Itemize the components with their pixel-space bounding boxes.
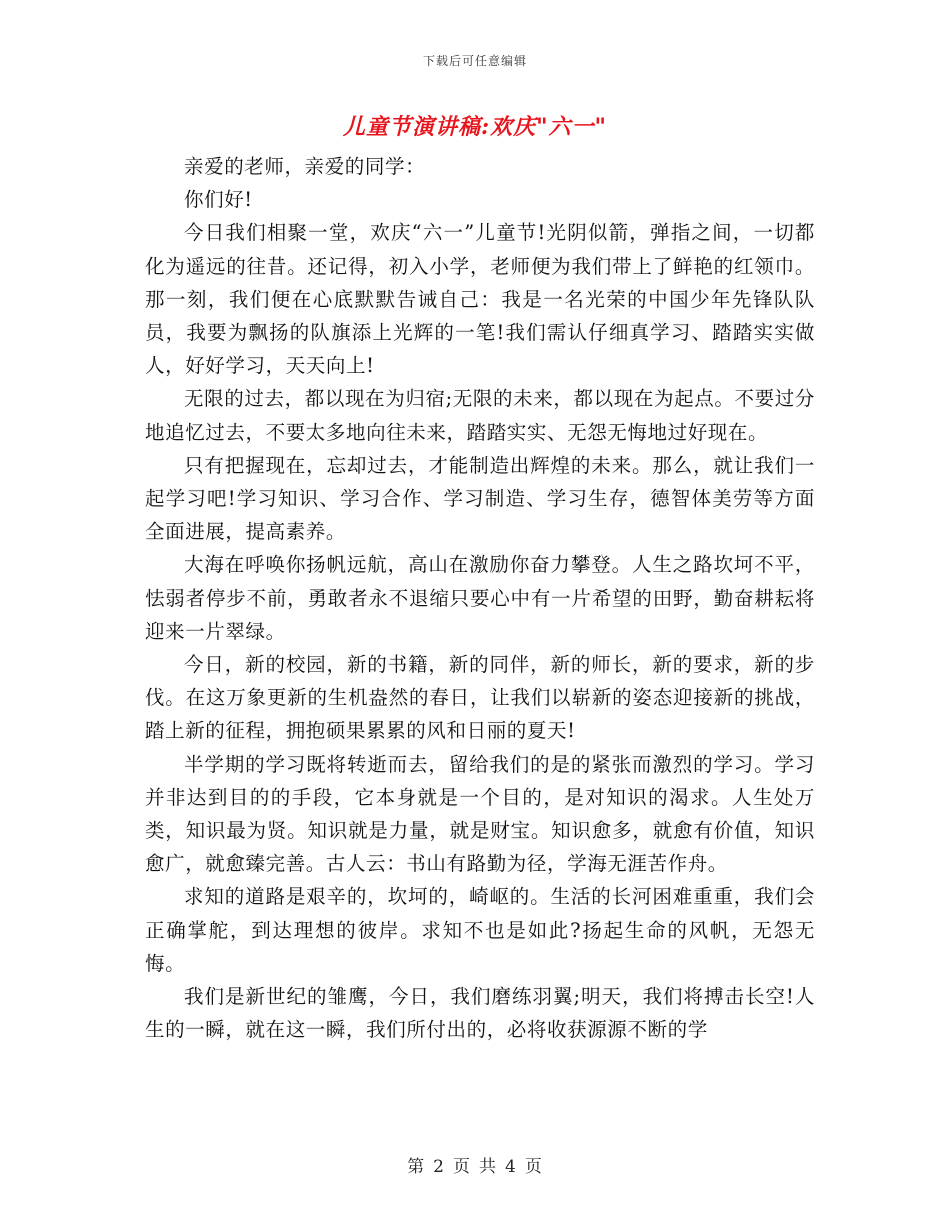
body-paragraph: 半学期的学习既将转逝而去，留给我们的是的紧张而激烈的学习。学习并非达到目的的手段，它本身就是一个目的，是对知识的渴求。人生处万类，知识最为贤。知识就是力量，就是财宝。知识愈多，就愈有价值，知识愈广，就愈臻完善。古人云：书山有路勤为径，学海无涯苦作舟。 [145, 752, 815, 876]
total-page-count: 4 [505, 1157, 517, 1177]
document-body [145, 150, 815, 1046]
body-paragraph: 我们是新世纪的雏鹰，今日，我们磨练羽翼;明天，我们将搏击长空!人生的一瞬，就在这一瞬，我们所付出的，必将收获源源不断的学 [145, 985, 815, 1042]
hello-paragraph: 你们好! [184, 188, 253, 212]
footer-total-word: 共 [479, 1157, 497, 1177]
body-paragraph: 求知的道路是艰辛的，坎坷的，崎岖的。生活的长河困难重重，我们会正确掌舵，到达理想的彼岸。求知不也是如此?扬起生命的风帆，无怨无悔。 [145, 885, 815, 975]
body-paragraph: 只有把握现在，忘却过去，才能制造出辉煌的未来。那么，就让我们一起学习吧!学习知识、学习合作、学习制造、学习生存，德智体美劳等方面全面进展，提高素养。 [145, 453, 815, 544]
footer-prefix: 第 [407, 1157, 426, 1177]
footer-suffix: 页 [524, 1157, 543, 1177]
body-paragraph: 今日，新的校园，新的书籍，新的同伴，新的师长，新的要求，新的步伐。在这万象更新的生机盎然的春日，让我们以崭新的姿态迎接新的挑战，踏上新的征程，拥抱硕果累累的风和日丽的夏天! [145, 653, 815, 743]
body-paragraph: 无限的过去，都以现在为归宿;无限的未来，都以现在为起点。不要过分地追忆过去，不要太多地向往未来，踏踏实实、无怨无悔地过好现在。 [145, 387, 815, 444]
current-page-number: 2 [433, 1157, 445, 1177]
header-note: 下载后可任意编辑 [422, 54, 527, 68]
page-footer [0, 1152, 950, 1177]
body-paragraph: 今日我们相聚一堂，欢庆“六一”儿童节!光阴似箭，弹指之间，一切都化为遥远的往昔。还记得，初入小学，老师便为我们带上了鲜艳的红领巾。那一刻，我们便在心底默默告诫自己：我是一名光荣的中国少年先锋队队员，我要为飘扬的队旗添上光辉的一笔!我们需认仔细真学习、踏踏实实做人，好好学习，天天向上! [145, 221, 815, 378]
document-title: 儿童节演讲稿:欢庆"六一" [342, 114, 608, 140]
body-paragraph: 大海在呼唤你扬帆远航，高山在激励你奋力攀登。人生之路坎坷不平，怯弱者停步不前，勇敢者永不退缩只要心中有一片希望的田野，勤奋耕耘将迎来一片翠绿。 [145, 553, 815, 643]
footer-page-word: 页 [453, 1157, 471, 1177]
greeting-paragraph: 亲爱的老师，亲爱的同学： [184, 155, 426, 178]
